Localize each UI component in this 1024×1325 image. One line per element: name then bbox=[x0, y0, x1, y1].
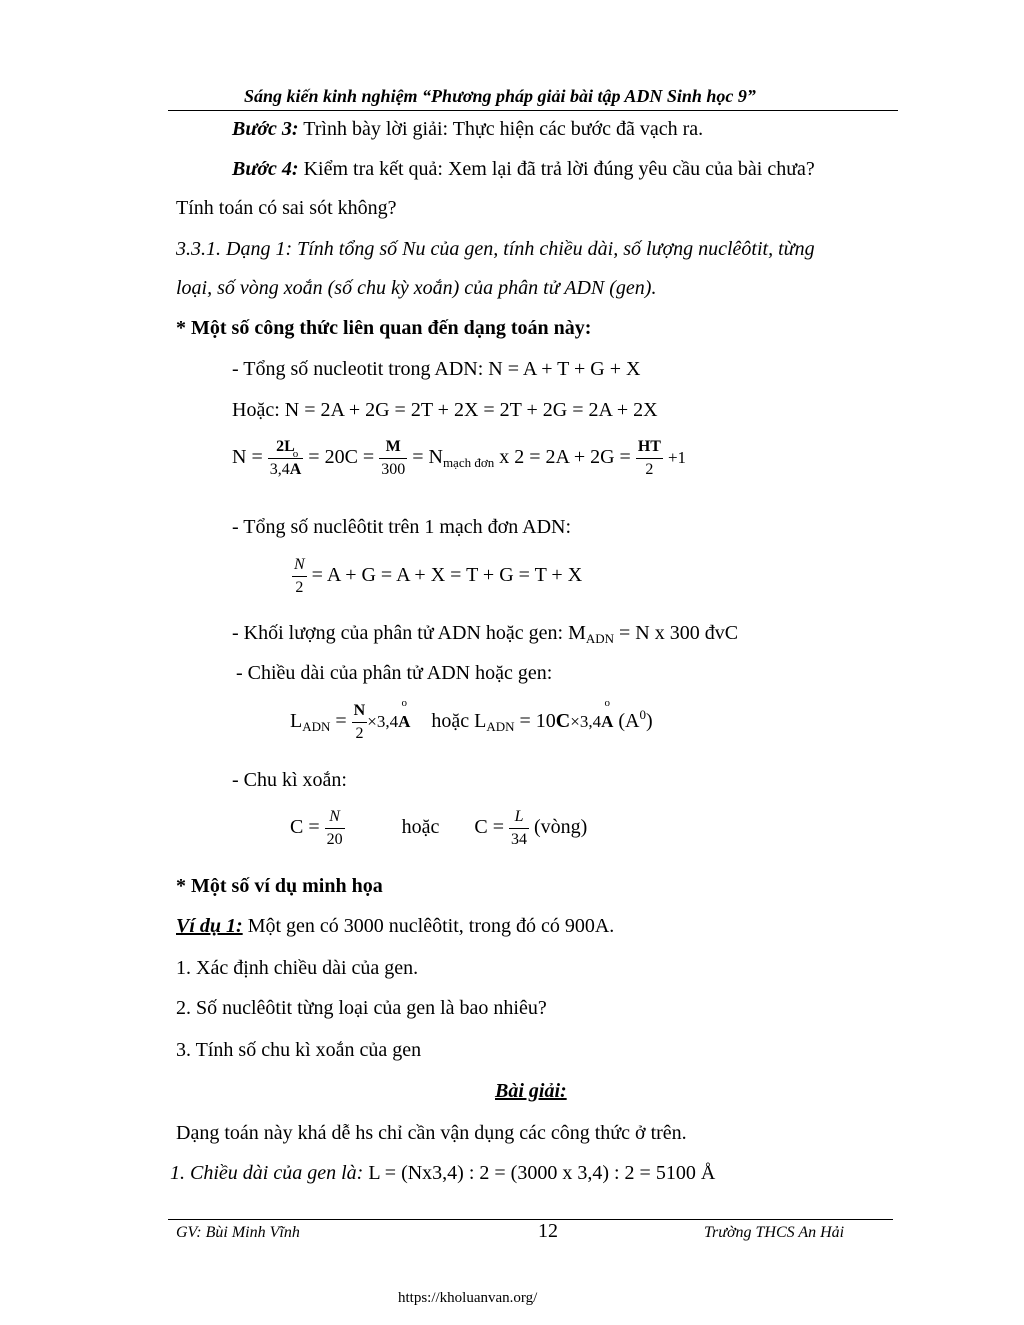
eq6-f1-numerator: N bbox=[329, 808, 340, 825]
equation-n-relations bbox=[232, 438, 686, 494]
eq5-tail-sup: 0 bbox=[639, 707, 646, 723]
example1-label: Ví dụ 1: bbox=[176, 915, 243, 937]
eq5-denominator: 2 bbox=[355, 725, 364, 742]
section-heading-line2: loại, số vòng xoắn (số chu kỳ xoắn) của phân tử ADN (gen). bbox=[176, 277, 657, 299]
question-3: 3. Tính số chu kì xoắn của gen bbox=[176, 1039, 422, 1061]
eq4-rhs: = A + G = A + X = T + G = T + X bbox=[311, 564, 583, 587]
footer-url-link[interactable]: https://kholuanvan.org/ bbox=[398, 1290, 538, 1306]
formulas-title: * Một số công thức liên quan đến dạng toán này: bbox=[176, 317, 592, 339]
answer-1 bbox=[170, 1161, 715, 1185]
equation-half-n bbox=[292, 556, 582, 597]
eq3-f3-denominator: 2 bbox=[645, 461, 654, 478]
eq5-or-sub: ADN bbox=[486, 719, 515, 735]
single-strand-line: - Tổng số nuclêôtit trên 1 mạch đơn ADN: bbox=[232, 516, 572, 538]
eq5-times: ×3,4 bbox=[367, 712, 399, 732]
step4-continuation: Tính toán có sai sót không? bbox=[176, 197, 397, 219]
eq3-f3-numerator: HT bbox=[637, 438, 661, 455]
eq5-numerator: N bbox=[353, 702, 366, 719]
step4-paragraph bbox=[232, 157, 815, 181]
mass-sub: ADN bbox=[585, 631, 615, 646]
eq6-lhs1: C = bbox=[290, 816, 320, 839]
eq3-f2-numerator: M bbox=[385, 438, 401, 455]
eq3-f2-denominator: 300 bbox=[381, 461, 406, 478]
eq6-f2-denominator: 34 bbox=[511, 831, 528, 848]
eq4-denominator: 2 bbox=[295, 579, 304, 596]
eq3-mid3: x 2 = 2A + 2G = bbox=[499, 446, 631, 469]
alternative-formula: Hoặc: N = 2A + 2G = 2T + 2X = 2T + 2G = 2A + 2X bbox=[232, 399, 658, 421]
eq5-fraction bbox=[352, 702, 368, 743]
eq6-tail: (vòng) bbox=[534, 816, 588, 839]
example1-text: Một gen có 3000 nuclêôtit, trong đó có 900A. bbox=[242, 915, 615, 937]
eq4-fraction bbox=[292, 556, 307, 597]
eq5-lhs: L bbox=[290, 710, 303, 733]
eq3-f1-numerator: 2L bbox=[276, 438, 295, 455]
angstrom-symbol: o A bbox=[398, 710, 410, 734]
example1-paragraph bbox=[176, 914, 614, 938]
step3-text: Trình bày lời giải: Thực hiện các bước đã vạch ra. bbox=[298, 118, 704, 140]
length-line: - Chiều dài của phân tử ADN hoặc gen: bbox=[236, 662, 553, 684]
eq6-or: hoặc bbox=[401, 816, 440, 839]
question-2: 2. Số nuclêôtit từng loại của gen là bao nhiêu? bbox=[176, 997, 547, 1019]
eq5-or: hoặc L bbox=[431, 710, 487, 733]
eq3-f1-denominator: 3,4o A bbox=[268, 461, 304, 479]
eq6-fraction-l bbox=[509, 808, 529, 849]
eq3-mid1: = 20C = bbox=[308, 446, 375, 469]
header-rule bbox=[168, 110, 898, 111]
helix-line: - Chu kì xoắn: bbox=[232, 769, 347, 791]
eq6-fraction-n bbox=[325, 808, 345, 849]
mass-line: - Khối lượng của phân tử ADN hoặc gen: $M_{ADN} = N$ x 300 đvC bbox=[232, 622, 739, 646]
step4-text: Kiểm tra kết quả: Xem lại đã trả lời đúng yêu cầu của bài chưa? bbox=[298, 158, 815, 180]
total-nucleotide-formula: - Tổng số nucleotit trong ADN: N = A + T + G + X bbox=[232, 358, 641, 380]
eq5-lhs-sub: ADN bbox=[302, 719, 331, 735]
step3-paragraph bbox=[232, 117, 703, 141]
eq3-mid2: = N bbox=[412, 446, 443, 469]
answer1-label: 1. Chiều dài của gen là: bbox=[170, 1162, 364, 1184]
page-header-title: Sáng kiến kinh nghiệm “Phương pháp giải bài tập ADN Sinh học 9” bbox=[244, 86, 756, 106]
page-number: 12 bbox=[538, 1220, 558, 1242]
angstrom-symbol: o A bbox=[601, 710, 613, 734]
eq3-fraction-mass bbox=[379, 438, 407, 479]
step3-label: Bước 3: bbox=[232, 118, 299, 140]
eq3-mid2-sub: mạch đơn bbox=[442, 455, 495, 471]
eq6-f2-numerator: L bbox=[514, 808, 524, 825]
eq5-rhs-c: C bbox=[555, 710, 571, 733]
solution-intro: Dạng toán này khá dễ hs chỉ cần vận dụng các công thức ở trên. bbox=[176, 1122, 687, 1144]
solution-title: Bài giải: bbox=[495, 1080, 567, 1102]
step4-label: Bước 4: bbox=[232, 158, 299, 180]
examples-title: * Một số ví dụ minh họa bbox=[176, 875, 383, 897]
footer-author: GV: Bùi Minh Vĩnh bbox=[176, 1224, 300, 1241]
eq3-fraction-length bbox=[268, 438, 304, 479]
eq3-fraction-ht bbox=[636, 438, 663, 479]
eq3-tail: +1 bbox=[667, 448, 687, 468]
eq6-f1-denominator: 20 bbox=[326, 831, 343, 848]
equation-helix bbox=[290, 808, 587, 849]
footer-school: Trường THCS An Hải bbox=[704, 1224, 845, 1241]
equation-length: $L_{ADN}$ = $\frac{N}{2}$ ×3,4o A hoặc $L_{ADN} = 10C\times 3,4o$ A $(A^0)$ bbox=[290, 702, 653, 743]
angstrom-symbol: o A bbox=[290, 461, 302, 479]
section-heading-line1: 3.3.1. Dạng 1: Tính tổng số Nu của gen, tính chiều dài, số lượng nuclêôtit, từng bbox=[176, 238, 815, 260]
eq4-numerator: N bbox=[294, 556, 305, 573]
eq3-lhs: N = bbox=[232, 446, 263, 469]
footer-rule bbox=[168, 1219, 893, 1220]
eq6-lhs2: C = bbox=[474, 816, 505, 839]
question-1: 1. Xác định chiều dài của gen. bbox=[176, 957, 419, 979]
mass-rhs: = N x 300 đvC bbox=[614, 622, 739, 644]
answer1-text: L = (Nx3,4) : 2 = (3000 x 3,4) : 2 = 5100 Å bbox=[363, 1162, 716, 1184]
